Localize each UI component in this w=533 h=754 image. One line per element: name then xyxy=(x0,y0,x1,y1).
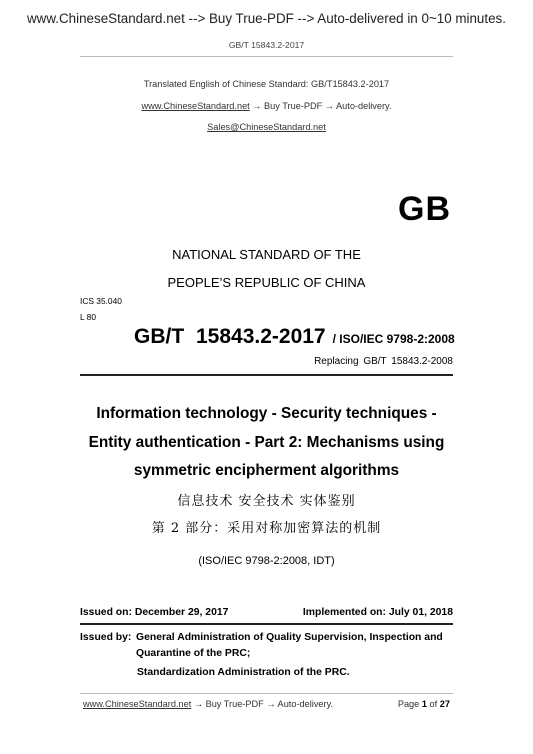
footer-site-link[interactable]: www.ChineseStandard.net xyxy=(83,699,192,709)
national-standard-line1: NATIONAL STANDARD OF THE xyxy=(172,247,361,262)
footer-link-line xyxy=(83,699,333,709)
site-link-rest: → Buy True-PDF → Auto-delivery. xyxy=(249,101,392,111)
footer-link-rest: → Buy True-PDF → Auto-delivery. xyxy=(191,699,334,709)
page-number: 1 xyxy=(421,699,427,709)
issued-on: Issued on: December 29, 2017 xyxy=(80,607,229,618)
title-en-line2: Entity authentication - Part 2: Mechanisms using xyxy=(88,434,445,451)
header-divider xyxy=(80,56,453,57)
top-banner: www.ChineseStandard.net --> Buy True-PDF --> Auto-delivered in 0~10 minutes. xyxy=(27,11,506,26)
issued-by-second: Standardization Administration of the PRC. xyxy=(137,667,350,678)
email-line xyxy=(0,122,533,132)
issued-by-value: General Administration of Quality Supervision, Inspection and Quarantine of the PRC; xyxy=(136,632,443,659)
footer-divider xyxy=(80,693,453,694)
title-en-line3: symmetric encipherment algorithms xyxy=(133,462,400,479)
site-link-line xyxy=(0,101,533,111)
issued-by-label: Issued by: xyxy=(80,632,132,643)
site-link[interactable]: www.ChineseStandard.net xyxy=(141,101,250,111)
iso-idt-note: (ISO/IEC 9798-2:2008, IDT) xyxy=(198,555,335,567)
page-label: Page xyxy=(397,699,420,709)
iso-equivalent: / ISO/IEC 9798-2:2008 xyxy=(332,332,455,346)
replacing-note: Replacing GB/T 15843.2-2008 xyxy=(314,356,453,367)
title-en-line1: Information technology - Security techniques - xyxy=(96,405,437,422)
translated-line: Translated English of Chinese Standard: GB/T15843.2-2017 xyxy=(143,79,390,89)
standard-number-line xyxy=(134,325,455,349)
title-zh-line1: 信息技术 安全技术 实体鉴别 xyxy=(177,494,356,509)
of-label: of xyxy=(429,699,438,709)
implemented-on: Implemented on: July 01, 2018 xyxy=(302,607,453,618)
page-total: 27 xyxy=(439,699,450,709)
issued-by xyxy=(80,630,460,662)
standard-number: GB/T 15843.2-2017 xyxy=(134,325,326,348)
header-standard-code: GB/T 15843.2-2017 xyxy=(228,40,305,50)
title-zh-line2: 第 2 部分：采用对称加密算法的机制 xyxy=(151,521,382,536)
title-divider xyxy=(80,374,453,376)
email-link[interactable]: Sales@ChineseStandard.net xyxy=(207,122,326,132)
national-standard-line2: PEOPLE’S REPUBLIC OF CHINA xyxy=(167,275,366,290)
page-indicator xyxy=(398,699,450,709)
issue-divider xyxy=(80,623,453,625)
gb-logo: GB xyxy=(398,190,451,228)
ics-code: ICS 35.040 xyxy=(80,296,122,306)
l-code: L 80 xyxy=(80,312,96,322)
